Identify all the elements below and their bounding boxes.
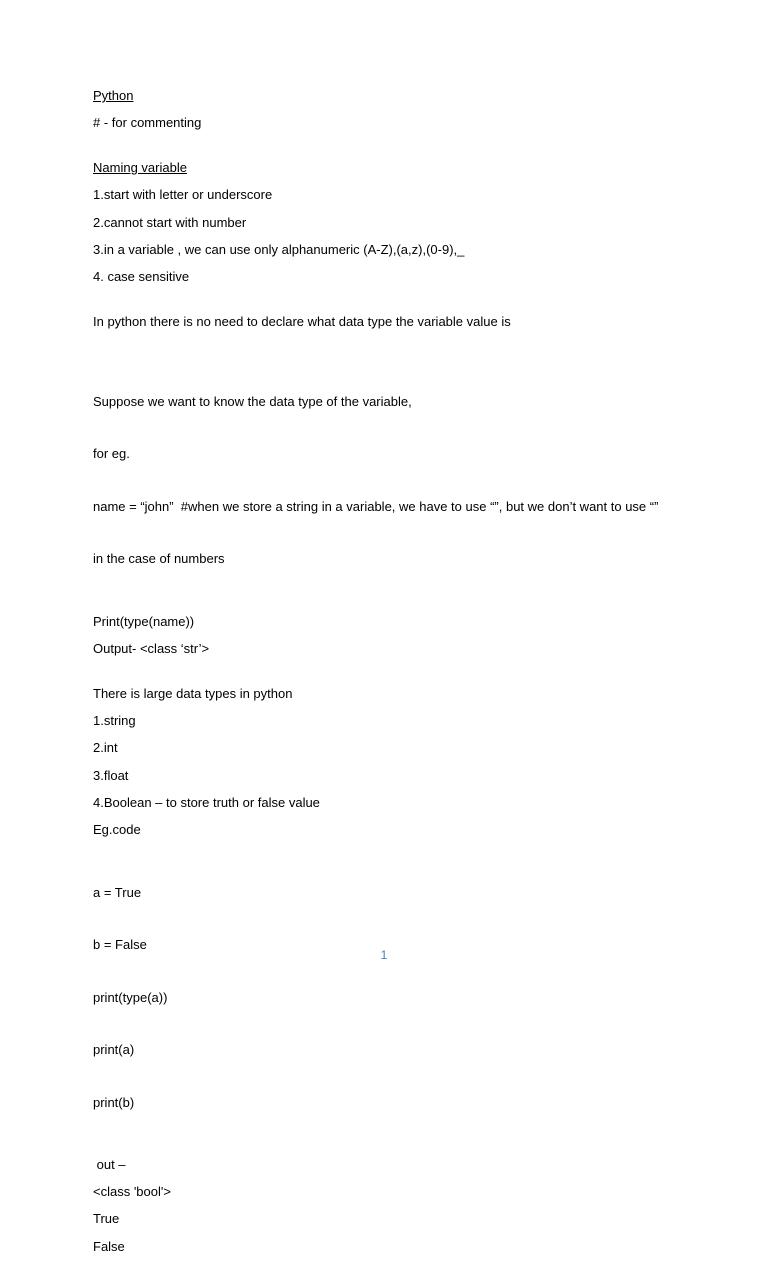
document-heading: Python [93,88,134,103]
types-intro: There is large data types in python [93,685,293,701]
eg-code-label: Eg.code [93,822,141,838]
out-label: out – [93,1156,126,1172]
type-item: 4.Boolean – to store truth or false value [93,794,320,810]
paragraph-line: for eg. [93,446,130,462]
paragraph-line: name = “john” #when we store a string in a variable, we have to use “”, but we don’t want to use “” [93,498,659,514]
naming-rule: 2.cannot start with number [93,214,247,230]
output-line: True [93,1211,120,1227]
comment-note: # - for commenting [93,115,202,131]
code-line: a = True [93,884,142,900]
code-line: print(a) [93,1042,135,1058]
blank-line [93,667,693,685]
output-line: False [93,1238,125,1254]
naming-rule: 3.in a variable , we can use only alphanumeric (A-Z),(a,z),(0-9),_ [93,241,465,257]
datatype-example-paragraph [93,358,693,603]
no-declare-note: In python there is no need to declare what data type the variable value is [93,314,511,330]
blank-line [93,296,693,314]
code-line: print(type(a)) [93,989,168,1005]
naming-rule: 1.start with letter or underscore [93,187,273,203]
code-line: b = False [93,937,147,953]
output-line: <class 'bool'> [93,1184,171,1200]
blank-line [93,340,693,358]
paragraph-line: in the case of numbers [93,551,225,567]
naming-rule: 4. case sensitive [93,269,190,285]
naming-section-title: Naming variable [93,160,187,176]
type-item: 3.float [93,767,129,783]
page-number: 1 [380,948,388,962]
code-line: print(b) [93,1094,135,1110]
type-item: 1.string [93,713,136,729]
code-line: Print(type(name)) [93,613,195,629]
output-line: Output- <class ‘str’> [93,640,210,656]
code-block [93,849,693,1147]
blank-line [93,142,693,160]
paragraph-line: Suppose we want to know the data type of the variable, [93,393,412,409]
document-page [93,87,693,1265]
type-item: 2.int [93,740,118,756]
